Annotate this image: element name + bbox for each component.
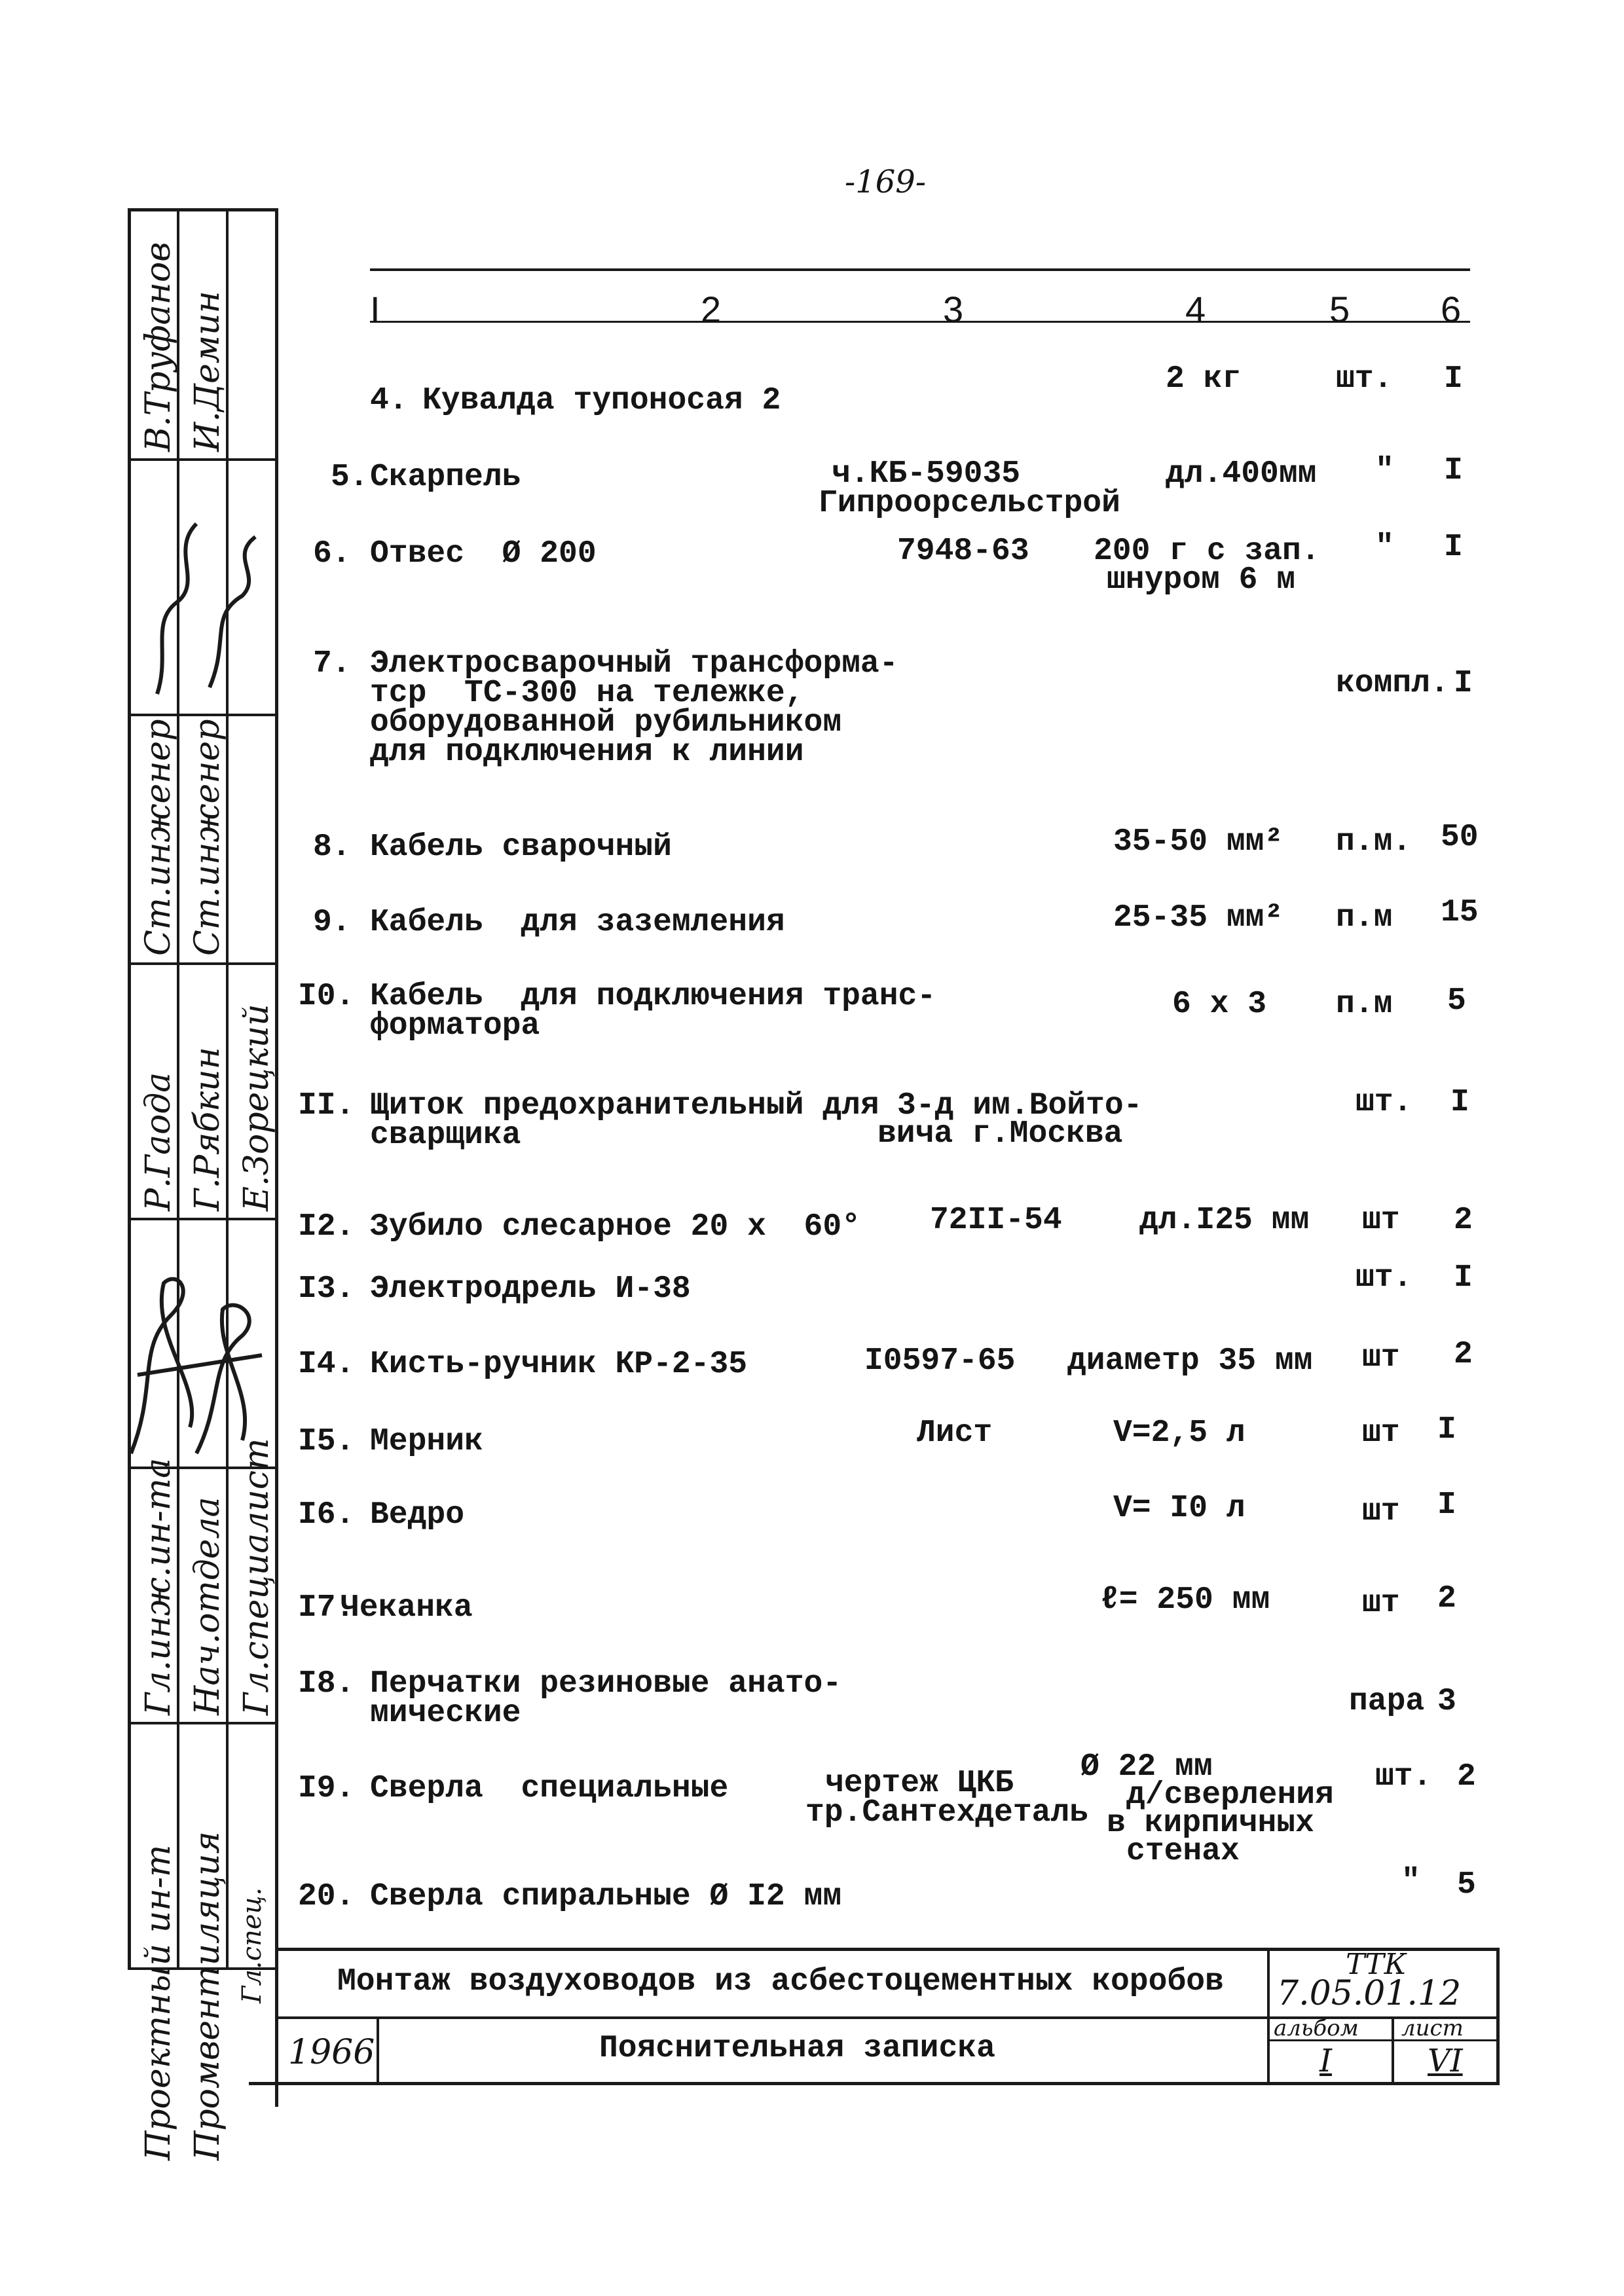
item-number: I6.: [298, 1497, 355, 1533]
item-qty: 5: [1447, 983, 1466, 1019]
item-number: 4.: [370, 383, 408, 418]
stamp-extra-spec: Гл.спец.: [237, 1887, 267, 2003]
col-header-4: 4: [1185, 289, 1206, 330]
item-spec: V= I0 л: [1113, 1491, 1246, 1526]
code-label: ТТК: [1346, 1948, 1407, 1981]
item-unit: шт: [1362, 1340, 1400, 1376]
item-name: Электродрель И-38: [370, 1271, 691, 1307]
document-title: Монтаж воздуховодов из асбестоцементных коробов: [337, 1964, 1224, 1999]
item-unit: ": [1375, 453, 1394, 488]
item-qty: 15: [1441, 895, 1479, 930]
item-unit: пара: [1349, 1684, 1425, 1719]
item-doc: 3-д им.Войто-: [897, 1088, 1143, 1123]
item-spec: V=2,5 л: [1113, 1415, 1246, 1451]
item-name-3: оборудованной рубильником: [370, 705, 842, 740]
item-doc: 7948-63: [897, 534, 1029, 569]
stamp-role-chief-specialist: Гл.специалист: [237, 1438, 276, 1715]
item-qty: 2: [1454, 1203, 1473, 1238]
item-number: 6.: [313, 536, 351, 572]
item-unit: п.м: [1336, 987, 1393, 1022]
item-name: Ведро: [370, 1497, 465, 1533]
stamp-role-st-engineer-1: Ст.инженер: [139, 719, 178, 956]
item-unit: шт.: [1356, 1085, 1412, 1120]
item-name-4: для подключения к линии: [370, 735, 804, 770]
stamp-name-demin: И.Демин: [188, 291, 227, 452]
item-number: 20.: [298, 1879, 355, 1914]
item-unit: шт: [1362, 1203, 1400, 1238]
col-header-3: 3: [943, 289, 964, 330]
item-doc: I0597-65: [864, 1343, 1016, 1379]
item-name: Мерник: [370, 1424, 483, 1459]
header-rule: [370, 321, 1470, 323]
item-name: Зубило слесарное 20 х 60°: [370, 1209, 860, 1245]
item-unit: п.м.: [1336, 824, 1412, 860]
stamp-role-st-engineer-2: Ст.инженер: [188, 719, 227, 956]
item-name: Кабель для заземления: [370, 905, 785, 940]
stamp-institute: Проектный ин-т: [139, 1844, 178, 2160]
document-code: 7.05.01.12: [1277, 1974, 1462, 2013]
sheet-label: лист: [1401, 2015, 1464, 2041]
stamp-role-chief-engineer: Гл.инж.ин-та: [139, 1457, 178, 1715]
item-number: I5.: [298, 1424, 355, 1459]
document-subtitle: Пояснительная записка: [599, 2031, 995, 2066]
top-rule: [370, 268, 1470, 271]
item-number: 7.: [313, 646, 351, 682]
item-spec-4: стенах: [1126, 1834, 1240, 1869]
item-name: Сверла специальные: [370, 1771, 729, 1806]
item-spec-3: в кирпичных: [1107, 1806, 1314, 1841]
item-name: Кабель для подключения транс-: [370, 979, 936, 1014]
item-number: I0.: [298, 979, 355, 1014]
item-qty: I: [1437, 1487, 1456, 1523]
signature-1: [131, 498, 275, 707]
signature-2: [111, 1257, 275, 1473]
item-spec: 35-50 мм²: [1113, 824, 1283, 860]
item-qty: I: [1444, 453, 1463, 488]
item-number: I9.: [298, 1771, 355, 1806]
stamp-name-trufanov: В.Труфанов: [139, 242, 178, 452]
item-unit: шт.: [1336, 361, 1393, 397]
stamp-promventilyatsiya: Промвентиляция: [188, 1831, 227, 2160]
item-spec: дл.400мм: [1166, 456, 1317, 492]
col-header-5: 5: [1329, 289, 1350, 330]
item-number: I4.: [298, 1347, 355, 1382]
item-spec: дл.I25 мм: [1139, 1203, 1310, 1238]
stamp-name-zoretsky: Е.Зорецкий: [237, 1004, 276, 1211]
item-name: Перчатки резиновые анато-: [370, 1666, 842, 1702]
item-qty: I: [1450, 1085, 1469, 1120]
sheet-number: VI: [1428, 2043, 1463, 2079]
item-number: I2.: [298, 1209, 355, 1245]
item-doc: чертеж ЦКБ: [825, 1766, 1014, 1801]
col-header-6: 6: [1441, 289, 1462, 330]
item-doc: Лист: [917, 1415, 993, 1451]
item-name: Щиток предохранительный для: [370, 1088, 879, 1123]
item-name-2: мические: [370, 1696, 521, 1731]
album-number: I: [1320, 2043, 1332, 2079]
stamp-role-dept-head: Нач.отдела: [188, 1497, 227, 1715]
col-header-1: I: [370, 289, 380, 330]
item-number: 5.: [331, 460, 369, 495]
item-qty: 2: [1454, 1337, 1473, 1372]
item-name: Скарпель: [370, 460, 521, 495]
item-qty: I: [1454, 666, 1473, 701]
item-doc-2: тр.Сантехдеталь: [805, 1795, 1089, 1831]
item-unit: п.м: [1336, 900, 1393, 936]
item-qty: 50: [1441, 820, 1479, 855]
item-qty: I: [1444, 361, 1463, 397]
item-unit: ": [1401, 1864, 1420, 1899]
item-unit: шт: [1362, 1586, 1400, 1621]
item-name-2: тср ТС-300 на тележке,: [370, 676, 804, 711]
item-spec: 6 х 3: [1172, 987, 1267, 1022]
item-unit: шт: [1362, 1415, 1400, 1451]
item-spec-2: д/сверления: [1126, 1777, 1334, 1813]
item-name: Чеканка: [341, 1590, 473, 1626]
item-spec: 25-35 мм²: [1113, 900, 1283, 936]
item-qty: 3: [1437, 1684, 1456, 1719]
item-name: Сверла спиральные Ø I2 мм: [370, 1879, 842, 1914]
col-header-2: 2: [701, 289, 722, 330]
item-spec: Ø 22 мм: [1080, 1749, 1213, 1785]
item-doc: 72II-54: [930, 1203, 1062, 1238]
item-doc-2: Гипроорсельстрой: [819, 486, 1120, 521]
page-number: -169-: [845, 164, 927, 200]
item-doc: ч.КБ-59035: [832, 456, 1021, 492]
item-number: I7.: [298, 1590, 355, 1626]
item-number: 8.: [313, 829, 351, 865]
item-number: II.: [298, 1088, 355, 1123]
item-spec: диаметр 35 мм: [1067, 1343, 1313, 1379]
album-label: альбом: [1274, 2015, 1359, 2041]
item-unit: шт.: [1375, 1759, 1432, 1795]
item-qty: I: [1437, 1412, 1456, 1448]
document-year: 1966: [288, 2033, 375, 2072]
item-doc-2: вича г.Москва: [877, 1116, 1123, 1152]
item-spec: 2 кг: [1166, 361, 1242, 397]
stamp-name-gaoda: Р.Гаода: [139, 1072, 178, 1211]
item-spec: ℓ= 250 мм: [1100, 1582, 1270, 1618]
item-spec-2: шнуром 6 м: [1107, 562, 1296, 598]
item-number: I3.: [298, 1271, 355, 1307]
item-qty: 2: [1437, 1581, 1456, 1616]
item-name: Электросварочный трансформа-: [370, 646, 898, 682]
item-name: Кувалда тупоносая 2: [422, 383, 781, 418]
item-number: I8.: [298, 1666, 355, 1702]
item-qty: 2: [1457, 1759, 1476, 1795]
item-name: Отвес Ø 200: [370, 536, 597, 572]
item-unit: шт: [1362, 1494, 1400, 1529]
item-unit: компл.: [1336, 666, 1449, 701]
item-name-2: сварщика: [370, 1118, 521, 1153]
item-unit: шт.: [1356, 1260, 1412, 1296]
item-name-2: форматора: [370, 1008, 540, 1044]
item-qty: I: [1444, 530, 1463, 565]
item-name: Кабель сварочный: [370, 829, 672, 865]
item-name: Кисть-ручник КР-2-35: [370, 1347, 748, 1382]
stamp-name-ryabkin: Г.Рябкин: [188, 1047, 227, 1211]
item-spec: 200 г с зап.: [1094, 534, 1320, 569]
item-qty: I: [1454, 1260, 1473, 1296]
item-number: 9.: [313, 905, 351, 940]
item-qty: 5: [1457, 1867, 1476, 1903]
item-unit: ": [1375, 530, 1394, 565]
